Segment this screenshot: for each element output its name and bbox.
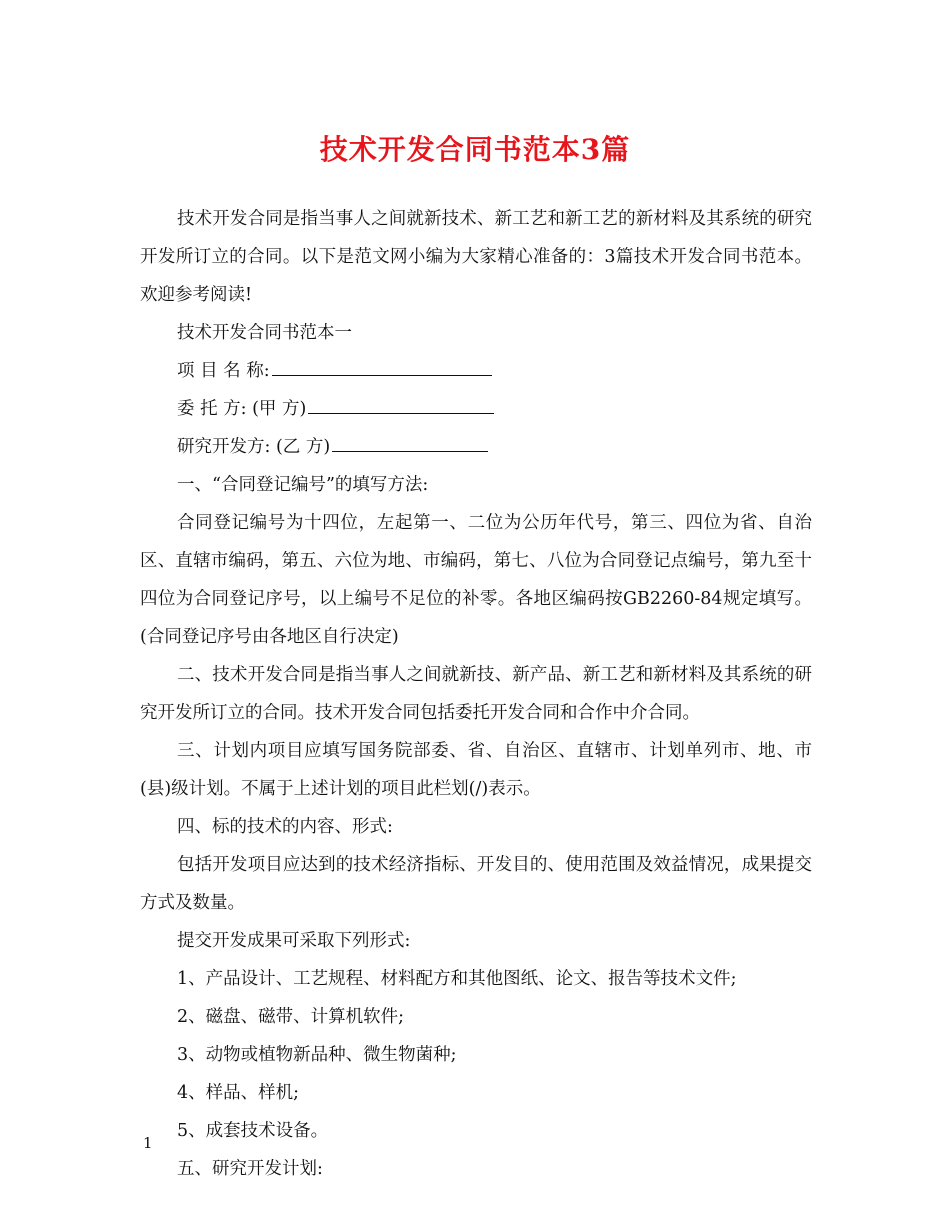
section-heading: 五、研究开发计划: bbox=[177, 1159, 323, 1179]
document-body bbox=[140, 200, 812, 1188]
field-project-name bbox=[140, 352, 812, 390]
sample-heading: 技术开发合同书范本一 bbox=[177, 323, 352, 343]
field-label: 研究开发方: (乙 方) bbox=[177, 437, 331, 457]
list-item: 2、磁盘、磁带、计算机软件; bbox=[177, 1007, 405, 1027]
section-paragraph: 二、技术开发合同是指当事人之间就新技、新产品、新工艺和新材料及其系统的研究开发所订立的合同。技术开发合同包括委托开发合同和合作中介合同。 bbox=[140, 665, 812, 723]
list-item: 5、成套技术设备。 bbox=[177, 1121, 329, 1141]
fill-blank bbox=[272, 355, 492, 376]
field-label: 项 目 名 称: bbox=[177, 361, 270, 381]
list-item: 4、样品、样机; bbox=[177, 1083, 300, 1103]
section-heading: 四、标的技术的内容、形式: bbox=[177, 817, 393, 837]
section-heading: 一、“合同登记编号”的填写方法: bbox=[177, 475, 429, 495]
section-paragraph: 包括开发项目应达到的技术经济指标、开发目的、使用范围及效益情况，成果提交方式及数量。 bbox=[140, 855, 812, 913]
section-paragraph: 提交开发成果可采取下列形式: bbox=[177, 931, 411, 951]
field-label: 委 托 方: (甲 方) bbox=[177, 399, 307, 419]
intro-paragraph: 技术开发合同是指当事人之间就新技术、新工艺和新工艺的新材料及其系统的研究开发所订立的合同。以下是范文网小编为大家精心准备的：3篇技术开发合同书范本。欢迎参考阅读! bbox=[140, 209, 812, 305]
page-number: 1 bbox=[143, 1134, 153, 1152]
document-title: 技术开发合同书范本3篇 bbox=[319, 133, 631, 166]
section-paragraph: 三、计划内项目应填写国务院部委、省、自治区、直辖市、计划单列市、地、市(县)级计划。不属于上述计划的项目此栏划(/)表示。 bbox=[140, 741, 812, 799]
field-client bbox=[140, 390, 812, 428]
list-item: 3、动物或植物新品种、微生物菌种; bbox=[177, 1045, 457, 1065]
field-developer bbox=[140, 428, 812, 466]
fill-blank bbox=[332, 431, 488, 452]
fill-blank bbox=[308, 393, 494, 414]
section-paragraph: 合同登记编号为十四位，左起第一、二位为公历年代号，第三、四位为省、自治区、直辖市编码，第五、六位为地、市编码，第七、八位为合同登记点编号，第九至十四位为合同登记序号，以上编号不足位的补零。各地区编码按GB2260-84规定填写。(合同登记序号由各地区自行决定) bbox=[140, 513, 812, 647]
list-item: 1、产品设计、工艺规程、材料配方和其他图纸、论文、报告等技术文件; bbox=[177, 969, 737, 989]
